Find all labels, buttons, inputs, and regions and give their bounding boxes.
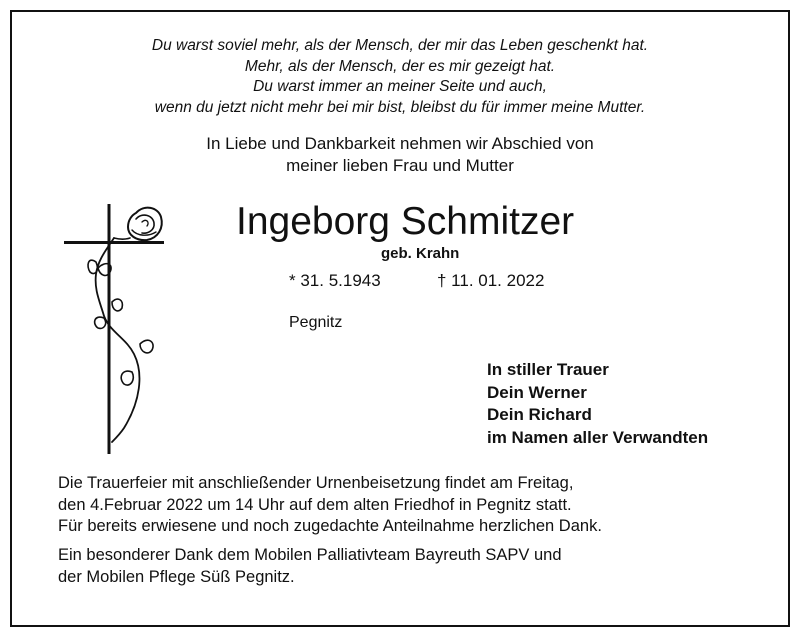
- mourners-line: im Namen aller Verwandten: [487, 427, 709, 447]
- poem-line: Du warst soviel mehr, als der Mensch, der mir das Leben geschenkt hat.: [151, 37, 649, 54]
- mourners-line: Dein Werner: [487, 382, 587, 402]
- poem-line: Du warst immer an meiner Seite und auch,: [253, 78, 547, 95]
- intro-line: In Liebe und Dankbarkeit nehmen wir Abschied von: [206, 134, 594, 153]
- thanks-line: Ein besonderer Dank dem Mobilen Palliativteam Bayreuth SAPV und: [58, 546, 562, 564]
- mourners-signature: [487, 359, 708, 449]
- intro-line: meiner lieben Frau und Mutter: [286, 155, 514, 175]
- intro-text: [0, 133, 800, 176]
- thanks-notice: [58, 545, 562, 588]
- cross-with-rose-icon: [60, 198, 170, 458]
- maiden-name: geb. Krahn: [381, 245, 460, 262]
- birth-date: * 31. 5.1943: [289, 271, 381, 290]
- mourners-line: Dein Richard: [487, 405, 592, 424]
- death-date: † 11. 01. 2022: [437, 271, 545, 290]
- poem-line: Mehr, als der Mensch, der es mir gezeigt hat.: [244, 57, 556, 75]
- funeral-line: Für bereits erwiesene und noch zugedachte Anteilnahme herzlichen Dank.: [58, 517, 602, 535]
- place: Pegnitz: [289, 314, 343, 331]
- thanks-line: der Mobilen Pflege Süß Pegnitz.: [58, 567, 295, 586]
- mourners-line: In stiller Trauer: [487, 360, 609, 379]
- funeral-line: den 4.Februar 2022 um 14 Uhr auf dem alten Friedhof in Pegnitz statt.: [58, 495, 572, 514]
- poem: [0, 36, 800, 118]
- funeral-line: Die Trauerfeier mit anschließender Urnenbeisetzung findet am Freitag,: [58, 474, 574, 492]
- funeral-notice: [58, 473, 602, 538]
- poem-line: wenn du jetzt nicht mehr bei mir bist, bleibst du für immer meine Mutter.: [154, 98, 646, 116]
- deceased-name: Ingeborg Schmitzer: [236, 200, 575, 243]
